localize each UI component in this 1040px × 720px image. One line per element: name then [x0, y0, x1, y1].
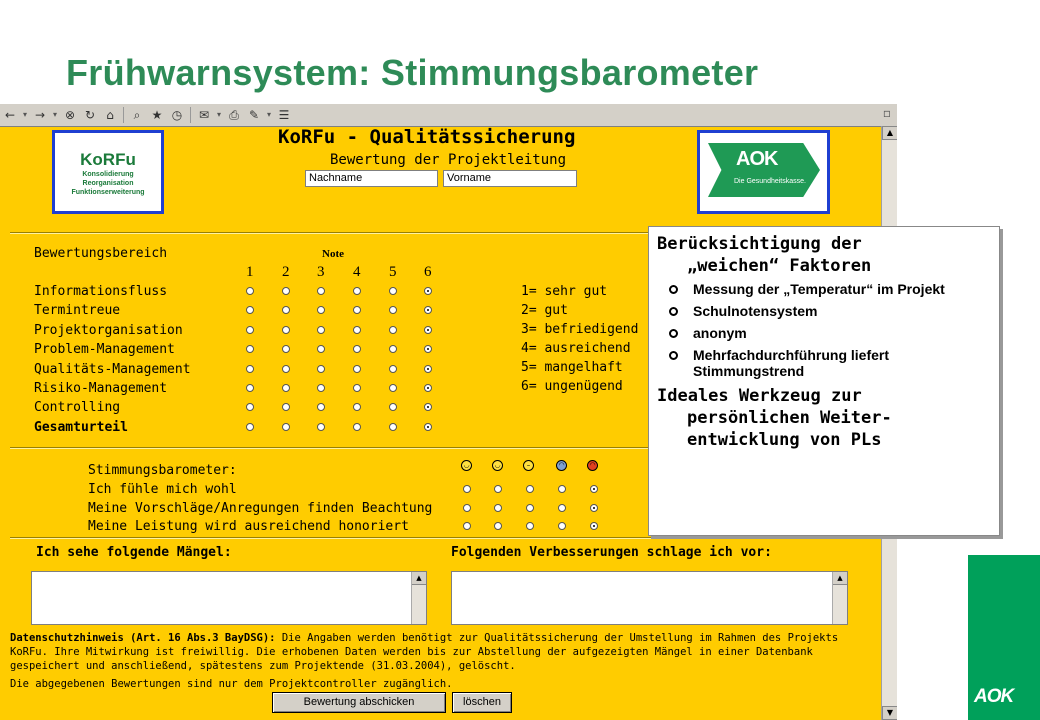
grade-radio[interactable] [424, 384, 432, 392]
aok-logo-name: AOK [736, 148, 778, 170]
browser-toolbar [0, 104, 897, 127]
delete-button[interactable]: löschen [452, 692, 512, 713]
grade-radio[interactable] [282, 326, 290, 334]
rating-row-label: Gesamturteil [34, 419, 128, 435]
grade-radio[interactable] [282, 423, 290, 431]
improvements-textarea[interactable] [451, 571, 848, 625]
grade-radio[interactable] [389, 423, 397, 431]
footer-aok-logo: AOK [974, 686, 1014, 707]
mood-radio[interactable] [494, 522, 502, 530]
grade-radio[interactable] [353, 423, 361, 431]
grade-radio[interactable] [246, 345, 254, 353]
defects-textarea[interactable] [31, 571, 427, 625]
angry-face-icon: ◠ [587, 460, 598, 471]
mood-radio[interactable] [463, 485, 471, 493]
grade-radio[interactable] [389, 403, 397, 411]
grade-label: 6 [424, 264, 432, 280]
grade-label: 2 [282, 264, 290, 280]
grade-radio[interactable] [246, 326, 254, 334]
privacy-text: Die Angaben werden benötigt zur Qualitätssicherung der Umstellung im Rahmen des Projekts KoRFu. Ihre Mitwirkung ist freiwillig. Die erhobenen Daten werden bis zur Abstellung der aufgezeigten Mängel in einer Datenbank gespeichert und anschließend, spätestens zum Projektende (31.03.2004), gelöscht. [10, 632, 839, 672]
grade-radio[interactable] [353, 403, 361, 411]
grade-radio[interactable] [424, 326, 432, 334]
grade-legend-item: 3= befriedigend [521, 322, 639, 337]
grade-radio[interactable] [424, 345, 432, 353]
callout-bullet [669, 303, 991, 319]
grade-radio[interactable] [317, 384, 325, 392]
mood-header: Stimmungsbarometer: [88, 463, 237, 478]
discuss-icon[interactable]: ☰ [278, 108, 290, 122]
grade-label: 5 [389, 264, 397, 280]
history-icon[interactable]: ◷ [171, 108, 183, 122]
callout-bullet [669, 325, 991, 341]
grade-radio[interactable] [353, 326, 361, 334]
callout-heading-line: Ideales Werkzeug zur [657, 386, 862, 406]
grade-radio[interactable] [317, 345, 325, 353]
callout-bullet [669, 347, 991, 379]
callout-heading-line: entwicklung von PLs [687, 430, 882, 450]
grade-radio[interactable] [246, 287, 254, 295]
callout-bullet-list [657, 281, 991, 379]
callout-bullet [669, 281, 991, 297]
grade-radio[interactable] [317, 306, 325, 314]
grade-radio[interactable] [282, 365, 290, 373]
grade-radio[interactable] [317, 403, 325, 411]
form-subtitle: Bewertung der Projektleitung [330, 152, 567, 168]
stop-icon[interactable]: ⊗ [64, 108, 76, 122]
rating-row-label: Informationsfluss [34, 284, 168, 299]
grade-radio[interactable] [246, 403, 254, 411]
callout-bullet-text: anonym [693, 325, 747, 341]
callout-heading-soft-factors [657, 233, 991, 277]
grade-radio[interactable] [389, 326, 397, 334]
improvements-label: Folgenden Verbesserungen schlage ich vor: [451, 545, 772, 560]
scroll-up-icon[interactable]: ▲ [882, 126, 897, 140]
bullet-icon [669, 329, 678, 338]
mood-radio[interactable] [590, 485, 598, 493]
edit-menu-icon[interactable]: ▾ [266, 110, 271, 119]
grade-radio[interactable] [353, 345, 361, 353]
grade-radio[interactable] [246, 423, 254, 431]
mood-radio[interactable] [558, 522, 566, 530]
grade-radio[interactable] [282, 345, 290, 353]
grade-radio[interactable] [282, 287, 290, 295]
mood-radio[interactable] [494, 504, 502, 512]
mood-radio[interactable] [526, 485, 534, 493]
mood-radio[interactable] [463, 522, 471, 530]
mood-row-label: Meine Leistung wird ausreichend honoriert [88, 519, 409, 534]
mood-radio[interactable] [494, 485, 502, 493]
print-icon[interactable]: ⎙ [229, 108, 239, 122]
grade-label: 1 [246, 264, 254, 280]
rating-header: Bewertungsbereich [34, 246, 168, 261]
mood-row-label: Meine Vorschläge/Anregungen finden Beachtung [88, 500, 433, 516]
korfu-logo-line: Reorganisation [82, 180, 134, 187]
korfu-logo [52, 130, 164, 214]
grade-radio[interactable] [389, 306, 397, 314]
grade-radio[interactable] [282, 403, 290, 411]
section-divider [10, 537, 878, 539]
scroll-up-icon[interactable]: ▲ [412, 572, 426, 585]
grade-radio[interactable] [424, 306, 432, 314]
grade-radio[interactable] [389, 287, 397, 295]
grade-radio[interactable] [317, 365, 325, 373]
textarea-scrollbar[interactable] [411, 572, 426, 624]
mail-menu-icon[interactable]: ▾ [216, 110, 221, 119]
sad-face-icon: ◠ [556, 460, 567, 471]
mood-radio[interactable] [526, 504, 534, 512]
grade-radio[interactable] [317, 287, 325, 295]
rating-row-label: Termintreue [34, 303, 121, 319]
defects-label: Ich sehe folgende Mängel: [36, 545, 232, 560]
grade-radio[interactable] [353, 287, 361, 295]
note-label: Note [322, 248, 344, 260]
home-icon[interactable]: ⌂ [106, 108, 114, 122]
grade-radio[interactable] [282, 384, 290, 392]
toolbar-divider [123, 107, 124, 123]
bullet-icon [669, 285, 678, 294]
toolbar-divider [190, 107, 191, 123]
very-happy-face-icon: ◡ [461, 460, 472, 471]
mood-row-label: Ich fühle mich wohl [88, 482, 237, 497]
rating-row-label: Qualitäts-Management [34, 361, 191, 377]
neutral-face-icon: – [523, 460, 534, 471]
callout-heading-line: „weichen“ Faktoren [687, 256, 872, 276]
mood-radio[interactable] [463, 504, 471, 512]
mood-radio[interactable] [526, 522, 534, 530]
rating-row-label: Risiko-Management [34, 381, 168, 396]
submit-rating-button[interactable]: Bewertung abschicken [272, 692, 446, 713]
forward-menu-icon[interactable]: ▾ [52, 110, 57, 119]
grade-legend-item: 5= mangelhaft [521, 360, 623, 375]
scroll-down-icon[interactable]: ▼ [882, 706, 897, 720]
rating-row-label: Controlling [34, 400, 121, 416]
bullet-icon [669, 351, 678, 360]
rating-row-label: Problem-Management [34, 342, 175, 358]
refresh-icon[interactable]: ↻ [84, 108, 96, 122]
info-callout [648, 226, 1000, 536]
favorites-icon[interactable]: ★ [151, 108, 163, 122]
mood-radio[interactable] [558, 485, 566, 493]
grade-radio[interactable] [389, 345, 397, 353]
privacy-note: Die abgegebenen Bewertungen sind nur dem Projektcontroller zugänglich. [10, 678, 453, 690]
grade-label: 3 [317, 264, 325, 280]
grade-radio[interactable] [353, 306, 361, 314]
callout-bullet-text: Schulnotensystem [693, 303, 818, 319]
aok-logo [697, 130, 830, 214]
grade-legend-item: 2= gut [521, 303, 568, 318]
mood-radio[interactable] [558, 504, 566, 512]
mood-radio[interactable] [590, 522, 598, 530]
grade-radio[interactable] [424, 365, 432, 373]
grade-radio[interactable] [389, 365, 397, 373]
aok-logo-tagline: Die Gesundheitskasse. [734, 178, 806, 185]
lastname-input[interactable]: Nachname [305, 170, 438, 187]
grade-radio[interactable] [353, 365, 361, 373]
grade-legend-item: 1= sehr gut [521, 284, 608, 299]
callout-heading-line: persönlichen Weiter- [687, 408, 892, 428]
happy-face-icon: ◡ [492, 460, 503, 471]
grade-radio[interactable] [389, 384, 397, 392]
grade-radio[interactable] [424, 287, 432, 295]
privacy-heading: Datenschutzhinweis (Art. 16 Abs.3 BayDSG): [10, 632, 276, 644]
grade-legend-item: 6= ungenügend [521, 379, 623, 394]
forward-icon[interactable]: → [34, 108, 46, 122]
korfu-logo-line: Konsolidierung [82, 171, 134, 178]
back-icon[interactable]: ← [4, 108, 16, 122]
privacy-notice [10, 631, 870, 691]
callout-heading-line: Berücksichtigung der [657, 234, 862, 254]
grade-radio[interactable] [317, 423, 325, 431]
window-controls-icon[interactable]: ▫ [882, 106, 891, 120]
form-title: KoRFu - Qualitätssicherung [278, 126, 576, 148]
slide-title: Frühwarnsystem: Stimmungsbarometer [66, 52, 759, 93]
grade-radio[interactable] [353, 384, 361, 392]
grade-radio[interactable] [424, 423, 432, 431]
grade-radio[interactable] [282, 306, 290, 314]
edit-icon[interactable]: ✎ [248, 108, 260, 122]
callout-bullet-text: Messung der „Temperatur“ im Projekt [693, 281, 945, 297]
callout-heading-tool [657, 385, 991, 451]
firstname-input[interactable]: Vorname [443, 170, 577, 187]
korfu-logo-line: Funktionserweiterung [71, 189, 145, 196]
search-icon[interactable]: ⌕ [133, 108, 141, 122]
grade-radio[interactable] [246, 384, 254, 392]
grade-radio[interactable] [317, 326, 325, 334]
grade-radio[interactable] [246, 365, 254, 373]
bullet-icon [669, 307, 678, 316]
rating-row-label: Projektorganisation [34, 322, 183, 338]
grade-legend-item: 4= ausreichend [521, 341, 631, 356]
mood-radio[interactable] [590, 504, 598, 512]
back-menu-icon[interactable]: ▾ [22, 110, 27, 119]
grade-radio[interactable] [424, 403, 432, 411]
textarea-scrollbar[interactable] [832, 572, 847, 624]
mail-icon[interactable]: ✉ [198, 108, 210, 122]
callout-bullet-text: Mehrfachdurchführung liefert Stimmungstrend [693, 347, 890, 379]
korfu-logo-name: KoRFu [80, 150, 136, 169]
grade-label: 4 [353, 264, 361, 280]
grade-radio[interactable] [246, 306, 254, 314]
scroll-up-icon[interactable]: ▲ [833, 572, 847, 585]
